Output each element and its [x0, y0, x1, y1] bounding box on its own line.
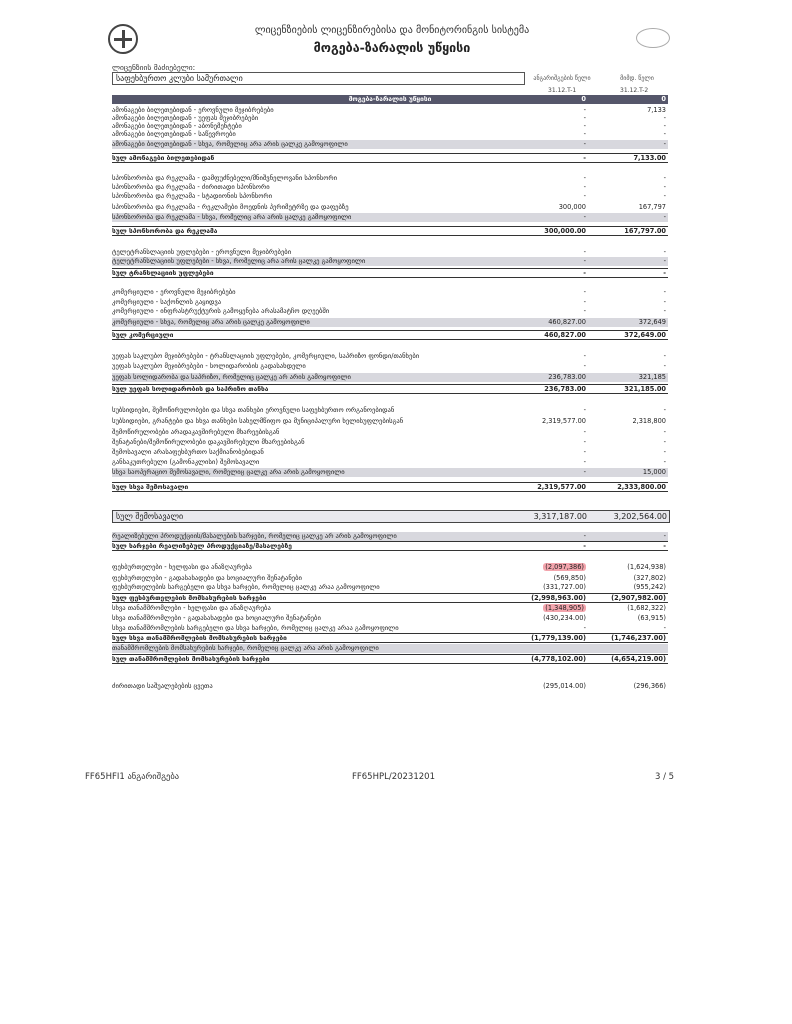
- row-label: სულ შემოსავალი: [116, 512, 184, 521]
- row-value-current-year: (2,907,982.00): [611, 594, 666, 602]
- row-value-reporting-year: -: [583, 174, 586, 182]
- row-label: ფეხბურთელების სარგებელი და სხვა ხარჯები, რომელიც ცალკე არაა გამოყოფილი: [112, 583, 380, 591]
- row-label: სულ თანამშრომლების მომსახურების ხარჯები: [112, 655, 270, 663]
- row-value-current-year: -: [663, 122, 666, 130]
- total-row: [112, 330, 668, 340]
- row-value-reporting-year: -: [583, 248, 586, 256]
- row-value-reporting-year: -: [583, 624, 586, 632]
- row-label: სულ ამონაგები ბილეთებიდან: [112, 154, 215, 162]
- licensee-label: ლიცენზიის მაძიებელი:: [112, 63, 196, 72]
- uefa-stamp-icon: [636, 28, 670, 48]
- row-value-reporting-year: 2,319,577.00: [541, 417, 586, 425]
- table-row: [112, 257, 668, 266]
- row-value-reporting-year: -: [583, 154, 586, 162]
- row-value-current-year: -: [663, 192, 666, 200]
- row-value-current-year: -: [663, 406, 666, 414]
- row-value-current-year: -: [663, 140, 666, 148]
- row-label: სხვა თანამშრომლები - გადასახადები და სოციალური შენატანები: [112, 614, 321, 622]
- column-header-reporting-year: ანგარიშგების წელი: [533, 75, 591, 82]
- row-value-reporting-year: -: [583, 542, 586, 550]
- row-label: სპონსორობა და რეკლამა - სტადიონის სპონსორი: [112, 192, 273, 200]
- row-value-reporting-year: (295,014.00): [543, 682, 586, 690]
- row-value-reporting-year: 236,783.00: [544, 385, 586, 393]
- row-value-reporting-year: -: [583, 213, 586, 221]
- table-row: [112, 563, 668, 572]
- total-row: [112, 482, 668, 492]
- table-row: [112, 682, 668, 691]
- row-value-current-year: -: [663, 257, 666, 265]
- row-label: სულ კომერციული: [112, 331, 174, 339]
- table-row: [112, 248, 668, 257]
- row-value-current-year: -: [663, 438, 666, 446]
- row-value-reporting-year: (430,234.00): [543, 614, 586, 622]
- row-value-reporting-year: -: [583, 288, 586, 296]
- footer-form-code: FF65HFI1 ანგარიშგება: [85, 772, 180, 782]
- total-row: [112, 384, 668, 394]
- table-row: [112, 362, 668, 371]
- row-value-current-year: 7,133: [647, 106, 666, 114]
- row-label: ფეხბურთელები - ხელფასი და ანაზღაურება: [112, 563, 252, 571]
- page-header: [108, 22, 676, 62]
- row-label: სხვა საოპერაციო შემოსავალი, რომელიც ცალკე არა არის გამოყოფილი: [112, 468, 345, 476]
- row-value-current-year: 372,649.00: [624, 331, 666, 339]
- table-row: [112, 428, 668, 437]
- row-value-current-year: -: [663, 298, 666, 306]
- row-value-reporting-year: (4,778,102.00): [531, 655, 586, 663]
- row-label: სულ უეფას სოლიდარობის და საპრიზო თანხა: [112, 385, 269, 393]
- row-value-current-year: -: [663, 114, 666, 122]
- row-label: ფეხბურთელები - გადასახადები და სოციალური შენატანები: [112, 574, 302, 582]
- row-value-reporting-year: -: [583, 183, 586, 191]
- table-row: [112, 458, 668, 467]
- row-label: სულ სხვა შემოსავალი: [112, 483, 189, 491]
- row-label: სხვა თანამშრომლები - ხელფასი და ანაზღაურება: [112, 604, 271, 612]
- row-value-current-year: -: [663, 448, 666, 456]
- row-value-reporting-year: 300,000: [558, 203, 586, 211]
- row-value-current-year: -: [663, 269, 666, 277]
- row-label: კომერციული - სხვა, რომელიც არა არის ცალკე გამოყოფილი: [112, 318, 310, 326]
- row-value-reporting-year: 2,319,577.00: [537, 483, 586, 491]
- table-row: [112, 583, 668, 592]
- system-title: ლიცენზიების ლიცენზირებისა და მონიტორინგის სისტემა: [254, 25, 530, 36]
- row-value-current-year: -: [663, 624, 666, 632]
- row-label: ტელეტრანსლაციის უფლებები - სხვა, რომელიც არა არის ცალკე გამოყოფილი: [112, 257, 366, 265]
- row-label: უეფას საკლუბო მეჯიბრებები - სოლიდარობის გადასახდელი: [112, 362, 306, 370]
- column-header-current-year: მიმდ. წელი: [620, 75, 654, 82]
- row-label: ამონაგები ბილეთებიდან - ეროვნული მეჯიბრებები: [112, 106, 274, 114]
- highlighted-value: (1,348,905): [545, 604, 584, 612]
- row-value-current-year: -: [663, 174, 666, 182]
- row-value-reporting-year: -: [583, 114, 586, 122]
- table-row: [112, 373, 668, 382]
- row-value-current-year: 167,797.00: [624, 227, 666, 235]
- row-value-current-year: (327,802): [633, 574, 666, 582]
- row-value-current-year: -: [663, 428, 666, 436]
- table-row: [112, 307, 668, 316]
- row-value-current-year: -: [663, 213, 666, 221]
- row-label: ამონაგები ბილეთებიდან - საწევროები: [112, 130, 236, 138]
- row-label: ამონაგები ბილეთებიდან - უეფას მეჯიბრებები: [112, 114, 259, 122]
- row-value-reporting-year: [506, 604, 586, 613]
- row-value-reporting-year: (2,998,963.00): [531, 594, 586, 602]
- row-value-current-year: (4,654,219.00): [611, 655, 666, 663]
- row-label: სპონსორობა და რეკლამა - სხვა, რომელიც არა არის ცალკე გამოყოფილი: [112, 213, 352, 221]
- total-row: [112, 633, 668, 643]
- row-value-current-year: 15,000: [642, 468, 666, 476]
- row-value-current-year: -: [663, 248, 666, 256]
- row-value-current-year: -: [663, 542, 666, 550]
- row-value-current-year: -: [663, 288, 666, 296]
- row-value-current-year: (955,242): [633, 583, 666, 591]
- row-label: სულ ტრანსლაციის უფლებები: [112, 269, 214, 277]
- row-value-current-year: 3,202,564.00: [613, 512, 667, 521]
- row-value-current-year: (1,624,938): [627, 563, 666, 571]
- total-row: [112, 510, 670, 523]
- row-label: სულ სხვა თანამშრომლების მომსახურების ხარჯები: [112, 634, 287, 642]
- row-label: ძირითადი საშუალებების ცვეთა: [112, 682, 213, 690]
- row-label: სულ ხარჯები რეალიზებულ პროდუქციაზე/მასალებზე: [112, 542, 292, 550]
- footer-document-code: FF65HPL/20231201: [352, 772, 435, 782]
- row-label: ამონაგები ბილეთებიდან - სხვა, რომელიც არა არის ცალკე გამოყოფილი: [112, 140, 348, 148]
- total-row: [112, 541, 668, 551]
- row-value-reporting-year: -: [583, 298, 586, 306]
- row-value-reporting-year: (1,779,139.00): [531, 634, 586, 642]
- row-value-current-year: 321,185: [638, 373, 666, 381]
- row-label: თანამშრომლების მომსახურების ხარჯები, რომელიც ცალკე არა არის გამოყოფილი: [112, 644, 379, 652]
- row-value-reporting-year: 460,827.00: [548, 318, 586, 326]
- row-value-reporting-year: -: [583, 438, 586, 446]
- row-value-reporting-year: -: [583, 122, 586, 130]
- row-value-reporting-year: 460,827.00: [544, 331, 586, 339]
- total-row: [112, 593, 668, 603]
- row-label: შენატანები/შემოწირულობები დაკავშირებული მხარეებისგან: [112, 438, 305, 446]
- row-value-current-year: -: [663, 183, 666, 191]
- table-row: [112, 298, 668, 307]
- table-row: [112, 644, 668, 653]
- row-label: ამონაგები ბილეთებიდან - აბონემენტები: [112, 122, 242, 130]
- row-value-reporting-year: -: [583, 257, 586, 265]
- statement-banner: მოგება-ზარალის უწყისი 0 0: [112, 95, 668, 104]
- row-value-reporting-year: -: [583, 448, 586, 456]
- table-row: [112, 406, 668, 415]
- row-value-current-year: -: [663, 352, 666, 360]
- row-value-reporting-year: -: [583, 106, 586, 114]
- row-value-current-year: 7,133.00: [633, 154, 666, 162]
- table-row: [112, 130, 668, 139]
- row-value-reporting-year: (331,727.00): [543, 583, 586, 591]
- row-value-reporting-year: -: [583, 307, 586, 315]
- row-value-reporting-year: -: [583, 532, 586, 540]
- total-row: [112, 268, 668, 278]
- licensee-field: საფეხბურთო კლუბი სამურთალი: [112, 72, 525, 85]
- row-label: კომერციული - საქონლის გაყიდვა: [112, 298, 222, 306]
- row-label: სხვა თანამშრომლების სარგებელი და სხვა ხარჯები, რომელიც ცალკე არაა გამოყოფილი: [112, 624, 399, 632]
- table-row: [112, 532, 668, 541]
- total-row: [112, 226, 668, 236]
- row-label: სპონსორობა და რეკლამა - რეკლამები მოედნის პერიმეტრზე და დაფებზე: [112, 203, 349, 211]
- row-value-current-year: -: [663, 362, 666, 370]
- row-label: შემოსავალი არასაფეხბურთო საქმიანობებიდან: [112, 448, 264, 456]
- footer-page-number: 3 / 5: [655, 772, 675, 782]
- row-label: სუბსიდიები, შემოწირულობები და სხვა თანხები ეროვნული საფეხბურთო ორგანოებიდან: [112, 406, 395, 414]
- table-row: [112, 203, 668, 212]
- row-value-reporting-year: -: [583, 468, 586, 476]
- row-value-reporting-year: -: [583, 362, 586, 370]
- row-value-reporting-year: 300,000.00: [544, 227, 586, 235]
- row-label: სულ სპონსორობა და რეკლამა: [112, 227, 218, 235]
- table-row: [112, 614, 668, 623]
- row-value-current-year: (296,366): [633, 682, 666, 690]
- table-row: [112, 604, 668, 613]
- table-row: [112, 438, 668, 447]
- row-value-reporting-year: [506, 563, 586, 572]
- row-label: კომერციული - ეროვნული მეჯიბრებები: [112, 288, 236, 296]
- table-row: [112, 352, 668, 361]
- row-label: სულ ფეხბურთელების მომსახურების ხარჯები: [112, 594, 267, 602]
- table-row: [112, 448, 668, 457]
- row-value-reporting-year: -: [583, 192, 586, 200]
- table-row: [112, 192, 668, 201]
- row-label: კომერციული - ინფრასტრუქტურის გამოყენება არასამატჩო დღეებში: [112, 307, 330, 315]
- table-row: [112, 213, 668, 222]
- row-label: უეფას საკლუბო მეჯიბრებები - ტრანსლაციის უფლებები, კომერციული, საპრიზო ფონდი/თანხები: [112, 352, 420, 360]
- row-label: სპონსორობა და რეკლამა - დამფუძნებელი/მნიშვნელოვანი სპონსორი: [112, 174, 338, 182]
- total-row: [112, 153, 668, 163]
- row-value-current-year: 2,333,800.00: [617, 483, 666, 491]
- table-row: [112, 318, 668, 327]
- row-value-reporting-year: 236,783.00: [548, 373, 586, 381]
- row-value-current-year: (1,746,237.00): [611, 634, 666, 642]
- row-value-reporting-year: -: [583, 458, 586, 466]
- highlighted-value: (2,097,386): [545, 563, 584, 571]
- row-value-reporting-year: -: [583, 130, 586, 138]
- row-value-current-year: -: [663, 532, 666, 540]
- table-row: [112, 417, 668, 426]
- row-value-current-year: -: [663, 130, 666, 138]
- table-row: [112, 574, 668, 583]
- row-label: სუბსიდიები, გრანტები და სხვა თანხები სახელმწიფო და მუნიციპალური ხელისუფლებისგან: [112, 417, 404, 425]
- date-column-1: 31.12.T-1: [548, 87, 577, 94]
- document-title: მოგება-ზარალის უწყისი: [313, 40, 471, 55]
- row-value-reporting-year: 3,317,187.00: [533, 512, 587, 521]
- row-label: სპონსორობა და რეკლამა - ძირითადი სპონსორი: [112, 183, 270, 191]
- table-row: [112, 174, 668, 183]
- row-value-current-year: 2,318,800: [632, 417, 666, 425]
- table-row: [112, 468, 668, 477]
- row-value-current-year: -: [663, 307, 666, 315]
- date-column-2: 31.12.T-2: [620, 87, 649, 94]
- row-value-reporting-year: -: [583, 428, 586, 436]
- row-label: რეალიზებული პროდუქციის/მასალების ხარჯები, რომელიც ცალკე არ არის გამოყოფილი: [112, 532, 397, 540]
- row-label: ტელეტრანსლაციის უფლებები - ეროვნული მეჯიბრებები: [112, 248, 292, 256]
- row-value-reporting-year: (569,850): [553, 574, 586, 582]
- row-value-reporting-year: -: [583, 406, 586, 414]
- row-value-current-year: (63,915): [637, 614, 666, 622]
- row-value-current-year: 321,185.00: [624, 385, 666, 393]
- row-value-current-year: -: [663, 458, 666, 466]
- total-row: [112, 654, 668, 664]
- row-label: უეფას სოლიდარობა და საპრიზო, რომელიც ცალკე არ არის გამოყოფილი: [112, 373, 351, 381]
- row-value-reporting-year: -: [583, 140, 586, 148]
- row-value-reporting-year: -: [583, 269, 586, 277]
- row-value-current-year: 167,797: [638, 203, 666, 211]
- row-value-reporting-year: -: [583, 352, 586, 360]
- table-row: [112, 140, 668, 149]
- row-value-current-year: (1,682,322): [627, 604, 666, 612]
- table-row: [112, 288, 668, 297]
- table-row: [112, 624, 668, 633]
- row-label: განსაკუთრებული (გამონაკლისი) შემოსავალი: [112, 458, 260, 466]
- row-value-current-year: 372,649: [638, 318, 666, 326]
- table-row: [112, 183, 668, 192]
- row-label: შემოწირულობები არადაკავშირებული მხარეებისგან: [112, 428, 280, 436]
